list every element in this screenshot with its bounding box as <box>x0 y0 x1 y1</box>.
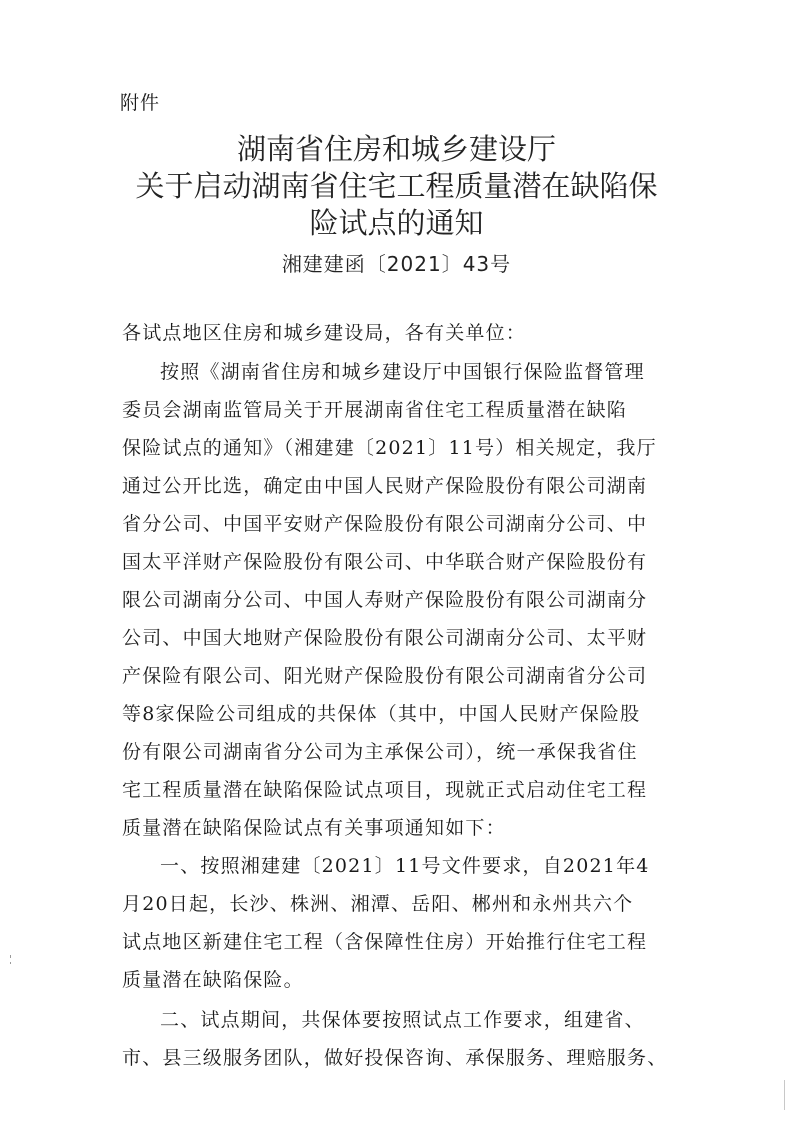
scan-artifact <box>10 962 11 964</box>
paragraph1-line: 份有限公司湖南省分公司为主承保公司），统一承保我省住 <box>122 741 638 763</box>
scan-artifact <box>10 955 11 958</box>
paragraph3-line: 二、试点期间，共保体要按照试点工作要求，组建省、 <box>160 1009 645 1031</box>
paragraph1-line: 产保险有限公司、阳光财产保险股份有限公司湖南省分公司 <box>122 665 648 687</box>
paragraph1-line: 等8家保险公司组成的共保体（其中，中国人民财产保险股 <box>122 703 641 725</box>
paragraph1-line: 按照《湖南省住房和城乡建设厅中国银行保险监督管理 <box>160 361 645 383</box>
title-line-2: 关于启动湖南省住宅工程质量潜在缺陷保 <box>135 169 658 203</box>
paragraph1-line: 委员会湖南监管局关于开展湖南省住宅工程质量潜在缺陷 <box>122 399 628 421</box>
salutation: 各试点地区住房和城乡建设局，各有关单位： <box>122 322 527 344</box>
paragraph2-line: 质量潜在缺陷保险。 <box>122 969 304 991</box>
paragraph1-line: 公司、中国大地财产保险股份有限公司湖南分公司、太平财 <box>122 627 648 649</box>
paragraph1-line: 宅工程质量潜在缺陷保险试点项目，现就正式启动住宅工程 <box>122 779 648 801</box>
paragraph2-line: 一、按照湘建建〔2021〕11号文件要求，自2021年4 <box>160 855 650 877</box>
paragraph1-line: 省分公司、中国平安财产保险股份有限公司湖南分公司、中 <box>122 513 648 535</box>
paragraph2-line: 月20日起，长沙、株洲、湘潭、岳阳、郴州和永州共六个 <box>122 893 634 915</box>
paragraph1-line: 限公司湖南分公司、中国人寿财产保险股份有限公司湖南分 <box>122 589 648 611</box>
paragraph1-line: 质量潜在缺陷保险试点有关事项通知如下： <box>122 817 506 839</box>
paragraph1-line: 通过公开比选，确定由中国人民财产保险股份有限公司湖南 <box>122 475 648 497</box>
document-number: 湘建建函〔2021〕43号 <box>281 252 512 276</box>
paragraph1-line: 保险试点的通知》（湘建建〔2021〕11号）相关规定，我厅 <box>122 437 657 459</box>
paragraph2-line: 试点地区新建住宅工程（含保障性住房）开始推行住宅工程 <box>122 931 648 953</box>
paragraph3-line: 市、县三级服务团队，做好投保咨询、承保服务、理赔服务、 <box>122 1047 668 1069</box>
paragraph1-line: 国太平洋财产保险股份有限公司、中华联合财产保险股份有 <box>122 551 648 573</box>
title-line-1: 湖南省住房和城乡建设厅 <box>236 132 556 166</box>
title-line-3: 险试点的通知 <box>309 206 484 240</box>
attachment-label: 附件 <box>120 92 161 114</box>
scan-edge-line <box>784 1080 785 1110</box>
